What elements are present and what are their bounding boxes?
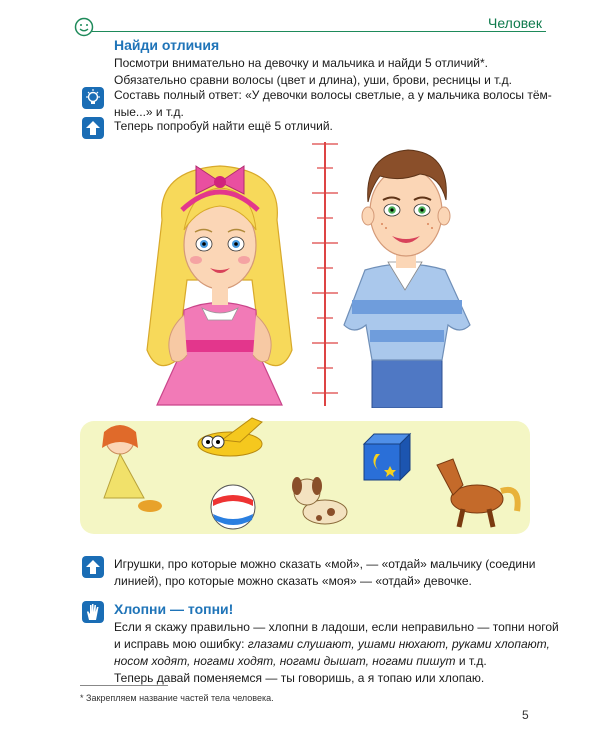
task-text: Посмотри внимательно на девочку и мальчика и найди 5 отличий*. [114,56,488,70]
boy-illustration [330,140,480,408]
section-title: Человек [488,15,542,31]
arrow-up-icon [82,117,104,139]
hand-icon [82,601,104,623]
task-text: Обязательно сравни волосы (цвет и длина), уши, брови, ресницы и т.д. [114,73,512,87]
header-rule-right [484,31,546,32]
task-title-find-differences: Найди отличия [114,37,220,53]
task-extra-text: Теперь попробуй найти ещё 5 отличий. [114,119,333,133]
task3-text: носом ходят, ногами ходят, ногами дышат, ногами пишут и т.д. [114,654,487,668]
horse-toy [425,455,525,533]
task3-text: и исправь мою ошибку: глазами слушают, ушами нюхают, руками хлопают, [114,637,550,651]
task-hint-text: ные...» и т.д. [114,105,184,119]
task3-text: Если я скажу правильно — хлопни в ладоши, если неправильно — топни ногой [114,620,559,634]
task-title-clap-stomp: Хлопни — топни! [114,601,234,617]
smiley-face-icon [74,17,94,37]
footnote: * Закрепляем название частей тела человека. [80,693,274,703]
girl-illustration [132,160,307,410]
task2-text: линией), про которые можно сказать «моя» — «отдай» девочке. [114,574,472,588]
puppy-toy [285,468,355,533]
lightbulb-icon [82,87,104,109]
page-number: 5 [522,708,529,722]
task-hint-text: Составь полный ответ: «У девочки волосы светлые, а у мальчика волосы тём- [114,88,552,102]
header-rule [92,31,484,32]
task3-text: Теперь давай поменяемся — ты говоришь, а я топаю или хлопаю. [114,671,485,685]
airplane-toy [182,412,282,467]
cube-toy [360,432,412,482]
arrow-up-icon [82,556,104,578]
ball-toy [208,482,258,532]
task2-text: Игрушки, про которые можно сказать «мой», — «отдай» мальчику (соедини [114,557,536,571]
footnote-rule [80,685,168,686]
doll-toy [90,418,170,518]
